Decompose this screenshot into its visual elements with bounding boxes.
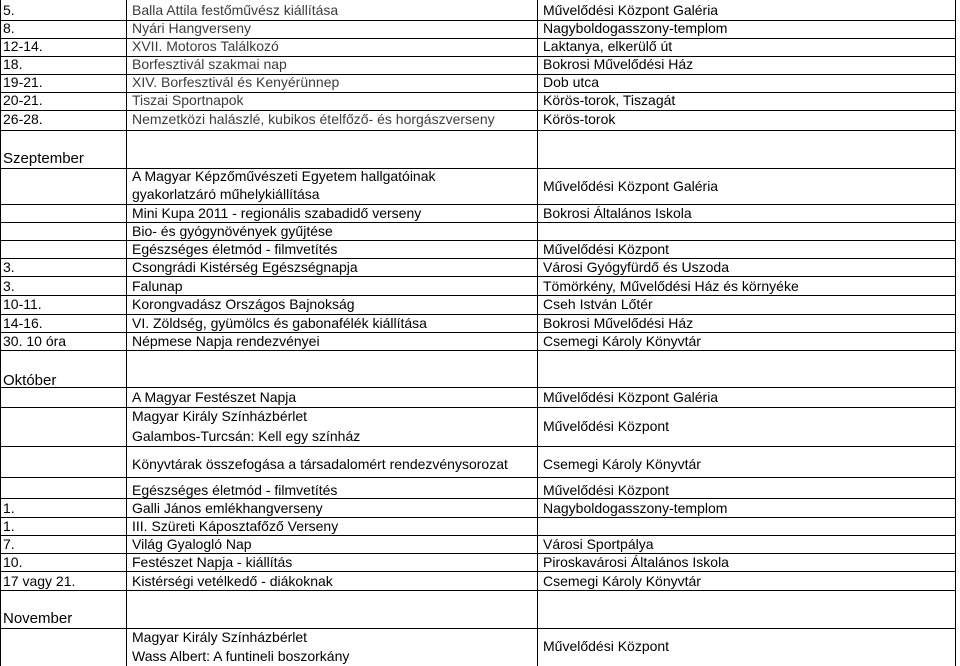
place-cell: Nagyboldogasszony-templom [543,20,728,36]
place-cell: Csemegi Károly Könyvtár [543,456,701,472]
place-cell: Tömörkény, Művelődési Ház és környéke [543,278,799,294]
place-cell: Bokrosi Általános Iskola [543,205,692,221]
event-cell: XIV. Borfesztivál és Kenyérünnep [132,74,340,90]
date-cell: 26-28. [3,111,43,127]
date-cell: 10-11. [3,296,42,312]
grid-line [0,130,956,131]
event-cell: Kistérségi vetélkedő - diákoknak [132,573,333,589]
grid-line [0,477,956,478]
date-cell: 18. [3,56,23,72]
place-cell: Laktanya, elkerülő út [543,38,673,54]
event-cell: Egészséges életmód - filmvetítés [132,482,338,498]
grid-line [126,0,127,666]
date-cell: 14-16. [3,315,43,331]
event-cell: Egészséges életmód - filmvetítés [132,241,338,257]
place-cell: Művelődési Központ Galéria [543,389,719,405]
place-cell: Bokrosi Művelődési Ház [543,56,694,72]
date-cell: 7. [3,536,15,552]
grid-line [955,0,956,666]
event-cell: Balla Attila festőművész kiállítása [132,2,339,18]
event-cell: Bio- és gyógynövények gyűjtése [132,223,333,239]
place-cell: Csemegi Károly Könyvtár [543,573,701,589]
place-cell: Bokrosi Művelődési Ház [543,315,694,331]
place-cell: Városi Sportpálya [543,536,654,552]
date-cell: 1. [3,500,15,516]
date-cell: 3. [3,278,15,294]
place-cell: Körös-torok, Tiszagát [543,92,676,108]
place-cell: Városi Gyógyfürdő és Uszoda [543,259,729,275]
place-cell: Nagyboldogasszony-templom [543,500,728,516]
month-header-october: Október [3,372,57,389]
event-cell: A Magyar Képzőművészeti Egyetem hallgatóinak [132,168,436,184]
place-cell: Művelődési Központ Galéria [543,178,719,194]
date-cell: 20-21. [3,92,43,108]
event-cell: Korongvadász Országos Bajnokság [132,296,355,312]
date-cell: 5. [3,2,15,18]
event-cell: Tiszai Sportnapok [132,92,244,108]
grid-line [537,0,538,666]
date-cell: 1. [3,518,15,534]
event-cell: Világ Gyalogló Nap [132,536,252,552]
event-cell: III. Szüreti Káposztafőző Verseny [132,518,339,534]
event-cell: Magyar Király Színházbérlet [132,629,308,645]
date-cell: 8. [3,20,15,36]
date-cell: 12-14. [3,38,43,54]
grid-line [0,446,956,447]
place-cell: Művelődési Központ [543,418,670,434]
date-cell: 30. 10 óra [3,333,67,349]
event-cell: Festészet Napja - kiállítás [132,554,293,570]
date-cell: 10. [3,554,23,570]
grid-line [0,276,956,277]
event-cell: XVII. Motoros Találkozó [132,38,279,54]
place-cell: Művelődési Központ Galéria [543,2,719,18]
event-cell: Borfesztivál szakmai nap [132,56,287,72]
event-cell: Magyar Király Színházbérlet [132,408,308,424]
grid-line [0,350,956,351]
place-cell: Művelődési Központ [543,241,670,257]
date-cell: 19-21. [3,74,43,90]
place-cell: Piroskavárosi Általános Iskola [543,554,729,570]
place-cell: Csemegi Károly Könyvtár [543,333,701,349]
event-cell: Falunap [132,278,183,294]
event-cell: Nemzetközi halászlé, kubikos ételfőző- és horgászverseny [132,111,495,127]
grid-line [0,590,956,591]
place-cell: Dob utca [543,74,600,90]
date-cell: 17 vagy 21. [3,573,76,589]
place-cell: Művelődési Központ [543,482,670,498]
grid-line [0,571,956,572]
place-cell: Körös-torok [543,111,616,127]
event-cell: Könyvtárak összefogása a társadalomért rendezvénysorozat [132,456,508,472]
event-cell: Wass Albert: A funtineli boszorkány [132,648,350,664]
event-cell: Csongrádi Kistérség Egészségnapja [132,259,358,275]
event-cell: Mini Kupa 2011 - regionális szabadidő verseny [132,205,422,221]
place-cell: Cseh István Lőtér [543,296,653,312]
grid-line [0,387,956,388]
event-cell: Nyári Hangverseny [132,20,252,36]
grid-line [0,0,1,666]
date-cell: 3. [3,259,15,275]
month-header-september: Szeptember [3,150,84,167]
event-cell: A Magyar Festészet Napja [132,389,297,405]
month-header-november: November [3,610,73,627]
event-cell: Galli János emlékhangverseny [132,500,323,516]
event-cell: gyakorlatzáró műhelykiállítása [132,186,320,202]
event-cell: Népmese Napja rendezvényei [132,333,320,349]
event-cell: Galambos-Turcsán: Kell egy színház [132,428,361,444]
event-cell: VI. Zöldség, gyümölcs és gabonafélék kiállítása [132,315,427,331]
place-cell: Művelődési Központ [543,638,670,654]
